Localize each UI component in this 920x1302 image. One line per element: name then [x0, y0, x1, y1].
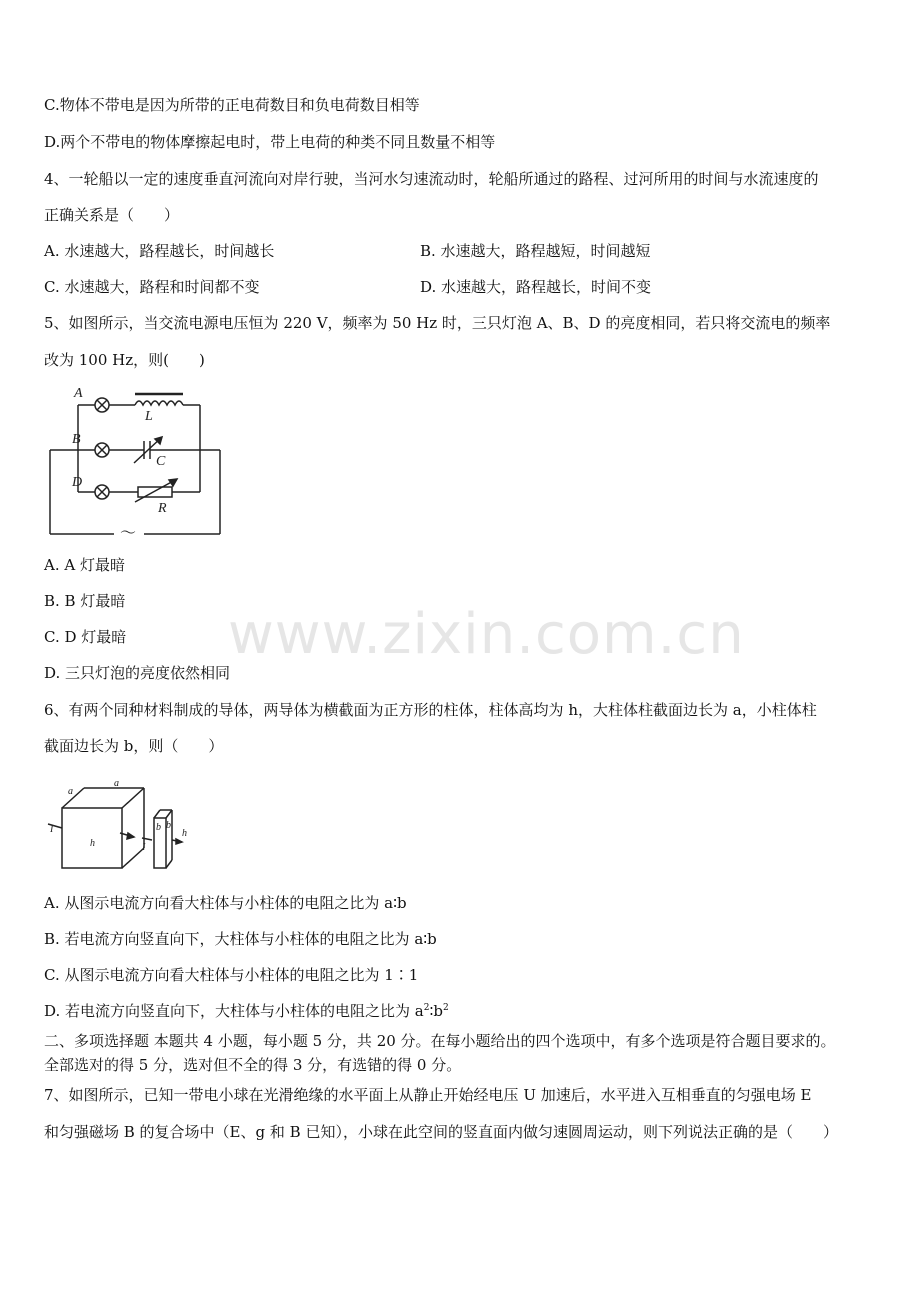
q6-conductors-diagram [44, 778, 204, 873]
q6-label-b-front: b [156, 822, 161, 833]
q4-stem-line2: 正确关系是（ ） [44, 206, 180, 224]
q5-label-r: R [158, 501, 167, 516]
q6-label-b-side: b [166, 820, 171, 831]
section2-line1: 二、多项选择题 本题共 4 小题，每小题 5 分，共 20 分。在每小题给出的四个选项中，有多个选项是符合题目要求的。 [44, 1032, 836, 1050]
q6-label-i-left: I [50, 824, 54, 835]
q5-option-d: D. 三只灯泡的亮度依然相同 [44, 664, 231, 682]
q4-option-d: D. 水速越大，路程越长，时间不变 [420, 278, 652, 296]
q5-label-d: D [72, 475, 83, 490]
q5-label-c: C [156, 454, 166, 469]
q6-option-d [44, 1001, 449, 1021]
q4-option-a: A. 水速越大，路程越长，时间越长 [44, 242, 275, 260]
q7-stem-line2: 和匀强磁场 B 的复合场中（E、g 和 B 已知），小球在此空间的竖直面内做匀速圆周运动，则下列说法正确的是（ ） [44, 1123, 838, 1141]
q5-option-b: B. B 灯最暗 [44, 592, 126, 610]
q6-label-i-mid: I [142, 842, 146, 853]
q3-option-c: C.物体不带电是因为所带的正电荷数目和负电荷数目相等 [44, 96, 420, 114]
q5-stem-line2: 改为 100 Hz，则( ) [44, 351, 205, 369]
q4-stem-line1: 4、一轮船以一定的速度垂直河流向对岸行驶，当河水匀速流动时，轮船所通过的路程、过河所用的时间与水流速度的 [44, 170, 819, 188]
q6-label-h-small: h [182, 828, 187, 839]
q5-label-a: A [74, 386, 83, 401]
q6-option-a: A. 从图示电流方向看大柱体与小柱体的电阻之比为 a∶b [44, 894, 407, 912]
q3-option-d: D.两个不带电的物体摩擦起电时，带上电荷的种类不同且数量不相等 [44, 133, 496, 151]
q5-circuit-diagram [40, 380, 230, 540]
q5-stem-line1: 5、如图所示，当交流电源电压恒为 220 V，频率为 50 Hz 时，三只灯泡 A、B、D 的亮度相同，若只将交流电的频率 [44, 314, 831, 332]
q6-option-d-mid: ∶b [429, 1002, 443, 1020]
q6-label-h-big: h [90, 838, 95, 849]
q6-option-d-prefix: D. 若电流方向竖直向下，大柱体与小柱体的电阻之比为 a [44, 1002, 424, 1020]
watermark: www.zixin.com.cn [228, 602, 745, 667]
section2-line2: 全部选对的得 5 分，选对但不全的得 3 分，有选错的得 0 分。 [44, 1056, 462, 1074]
q5-ac-source-symbol: ～ [120, 523, 137, 540]
q6-stem-line2: 截面边长为 b，则（ ） [44, 737, 224, 755]
q6-option-c: C. 从图示电流方向看大柱体与小柱体的电阻之比为 1∶1 [44, 966, 419, 984]
q6-option-b: B. 若电流方向竖直向下，大柱体与小柱体的电阻之比为 a∶b [44, 930, 437, 948]
q5-option-a: A. A 灯最暗 [44, 556, 125, 574]
q5-option-c: C. D 灯最暗 [44, 628, 127, 646]
q5-label-l: L [145, 409, 153, 424]
q6-label-a-top-left: a [68, 786, 73, 797]
q6-option-d-sup2: 2 [443, 1003, 449, 1013]
q6-option-d-sup1: 2 [423, 1003, 430, 1013]
q6-stem-line1: 6、有两个同种材料制成的导体，两导体为横截面为正方形的柱体，柱体高均为 h，大柱体柱截面边长为 a，小柱体柱 [44, 701, 817, 719]
q4-option-b: B. 水速越大，路程越短，时间越短 [420, 242, 651, 260]
q6-label-a-top-right: a [114, 778, 119, 789]
q5-label-b: B [72, 432, 81, 447]
q4-option-c: C. 水速越大，路程和时间都不变 [44, 278, 260, 296]
q7-stem-line1: 7、如图所示，已知一带电小球在光滑绝缘的水平面上从静止开始经电压 U 加速后，水平进入互相垂直的匀强电场 E [44, 1086, 812, 1104]
